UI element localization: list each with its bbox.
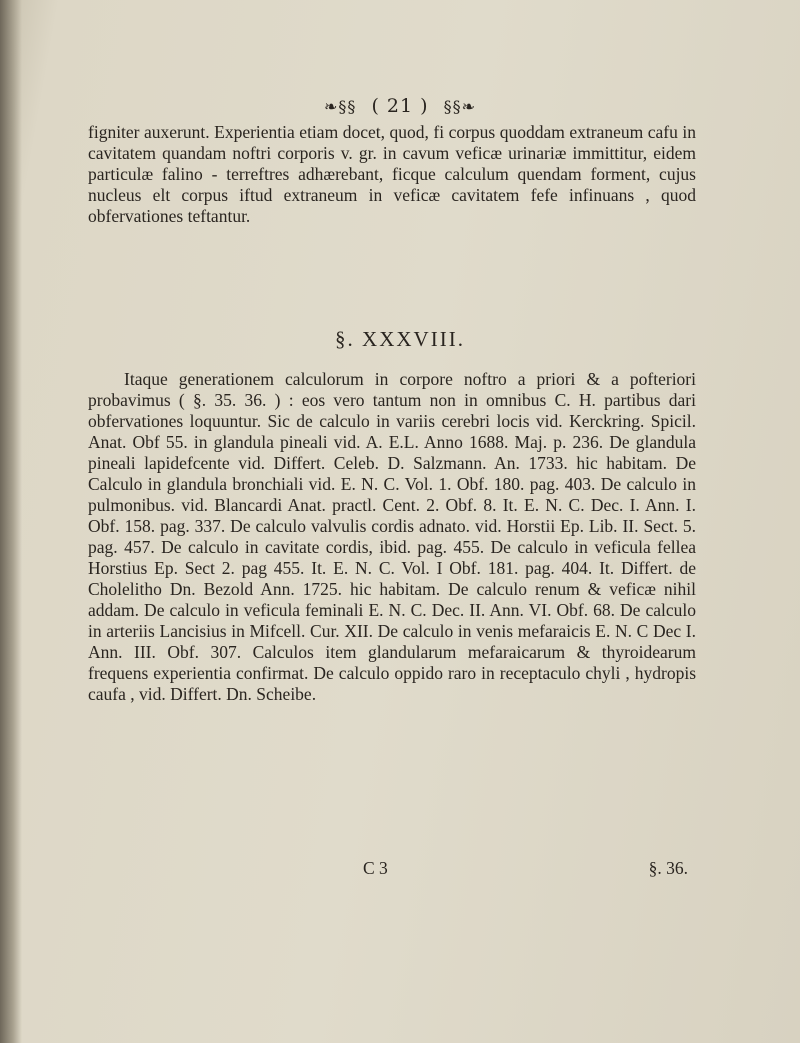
- signature-mark: C 3: [363, 858, 388, 878]
- paragraph-1: [88, 122, 696, 227]
- right-ornament: §§❧: [443, 97, 476, 116]
- section-title: §. XXXVIII.: [335, 327, 465, 351]
- catchword: §. 36.: [648, 858, 688, 878]
- paragraph-1-text: figniter auxerunt. Experientia etiam docet, quod, fi corpus quoddam extraneum cafu in cavitatem quandam noftri corporis v. gr. in cavum veficæ urinariæ immittitur, eidem particulæ falino - terreftres adhærebant, ficque calculum quendam forment, cujus nucleus elt corpus iftud extraneum in veficæ cavitatem fefe infinuans , quod obfervationes teftantur.: [88, 122, 696, 226]
- page-number: ( 21 ): [371, 95, 429, 117]
- left-ornament: ❧§§: [324, 97, 357, 116]
- paragraph-2-text: Itaque generationem calculorum in corpore noftro a priori & a pofteriori probavimus ( §. 35. 36. ) : eos vero tantum non in omnibus C. H. partibus dari obfervationes loquuntur. Sic de calculo in variis cerebri locis vid. Kerckring. Spicil. Anat. Obf 55. in glandula pineali vid. A. E.L. Anno 1688. Maj. p. 236. De glandula pineali lapidefcente vid. Differt. Celeb. D. Salzmann. An. 1733. hic habitam. De Calculo in glandula bronchiali vid. E. N. C. Vol. 1. Obf. 180. pag. 403. De calculo in pulmonibus. vid. Blancardi Anat. practl. Cent. 2. Obf. 8. It. E. N. C. Dec. I. Ann. I. Obf. 158. pag. 337. De calculo valvulis cordis adnato. vid. Horstii Ep. Lib. II. Sect. 5. pag. 457. De calculo in cavitate cordis, ibid. pag. 455. De calculo in veficula fellea Horstius Ep. Sect 2. pag 455. It. E. N. C. Vol. I Obf. 181. pag. 404. It. Differt. de Cholelitho Dn. Bezold Ann. 1725. hic habitam. De calculo renum & veficæ nihil addam. De calculo in veficula feminali E. N. C. Dec. II. Ann. VI. Obf. 68. De calculo in arteriis Lancisius in Mifcell. Cur. XII. De calculo in venis mefaraicis E. N. C Dec I. Ann. III. Obf. 307. Calculos item glandularum mefaraicarum & thyroidearum frequens experientia confirmat. De calculo oppido raro in receptaculo chyli , hydropis caufa , vid. Differt. Dn. Scheibe.: [88, 369, 696, 704]
- page-header: [0, 95, 800, 117]
- page-fold-shadow: [0, 0, 22, 1043]
- paragraph-2: [88, 369, 696, 705]
